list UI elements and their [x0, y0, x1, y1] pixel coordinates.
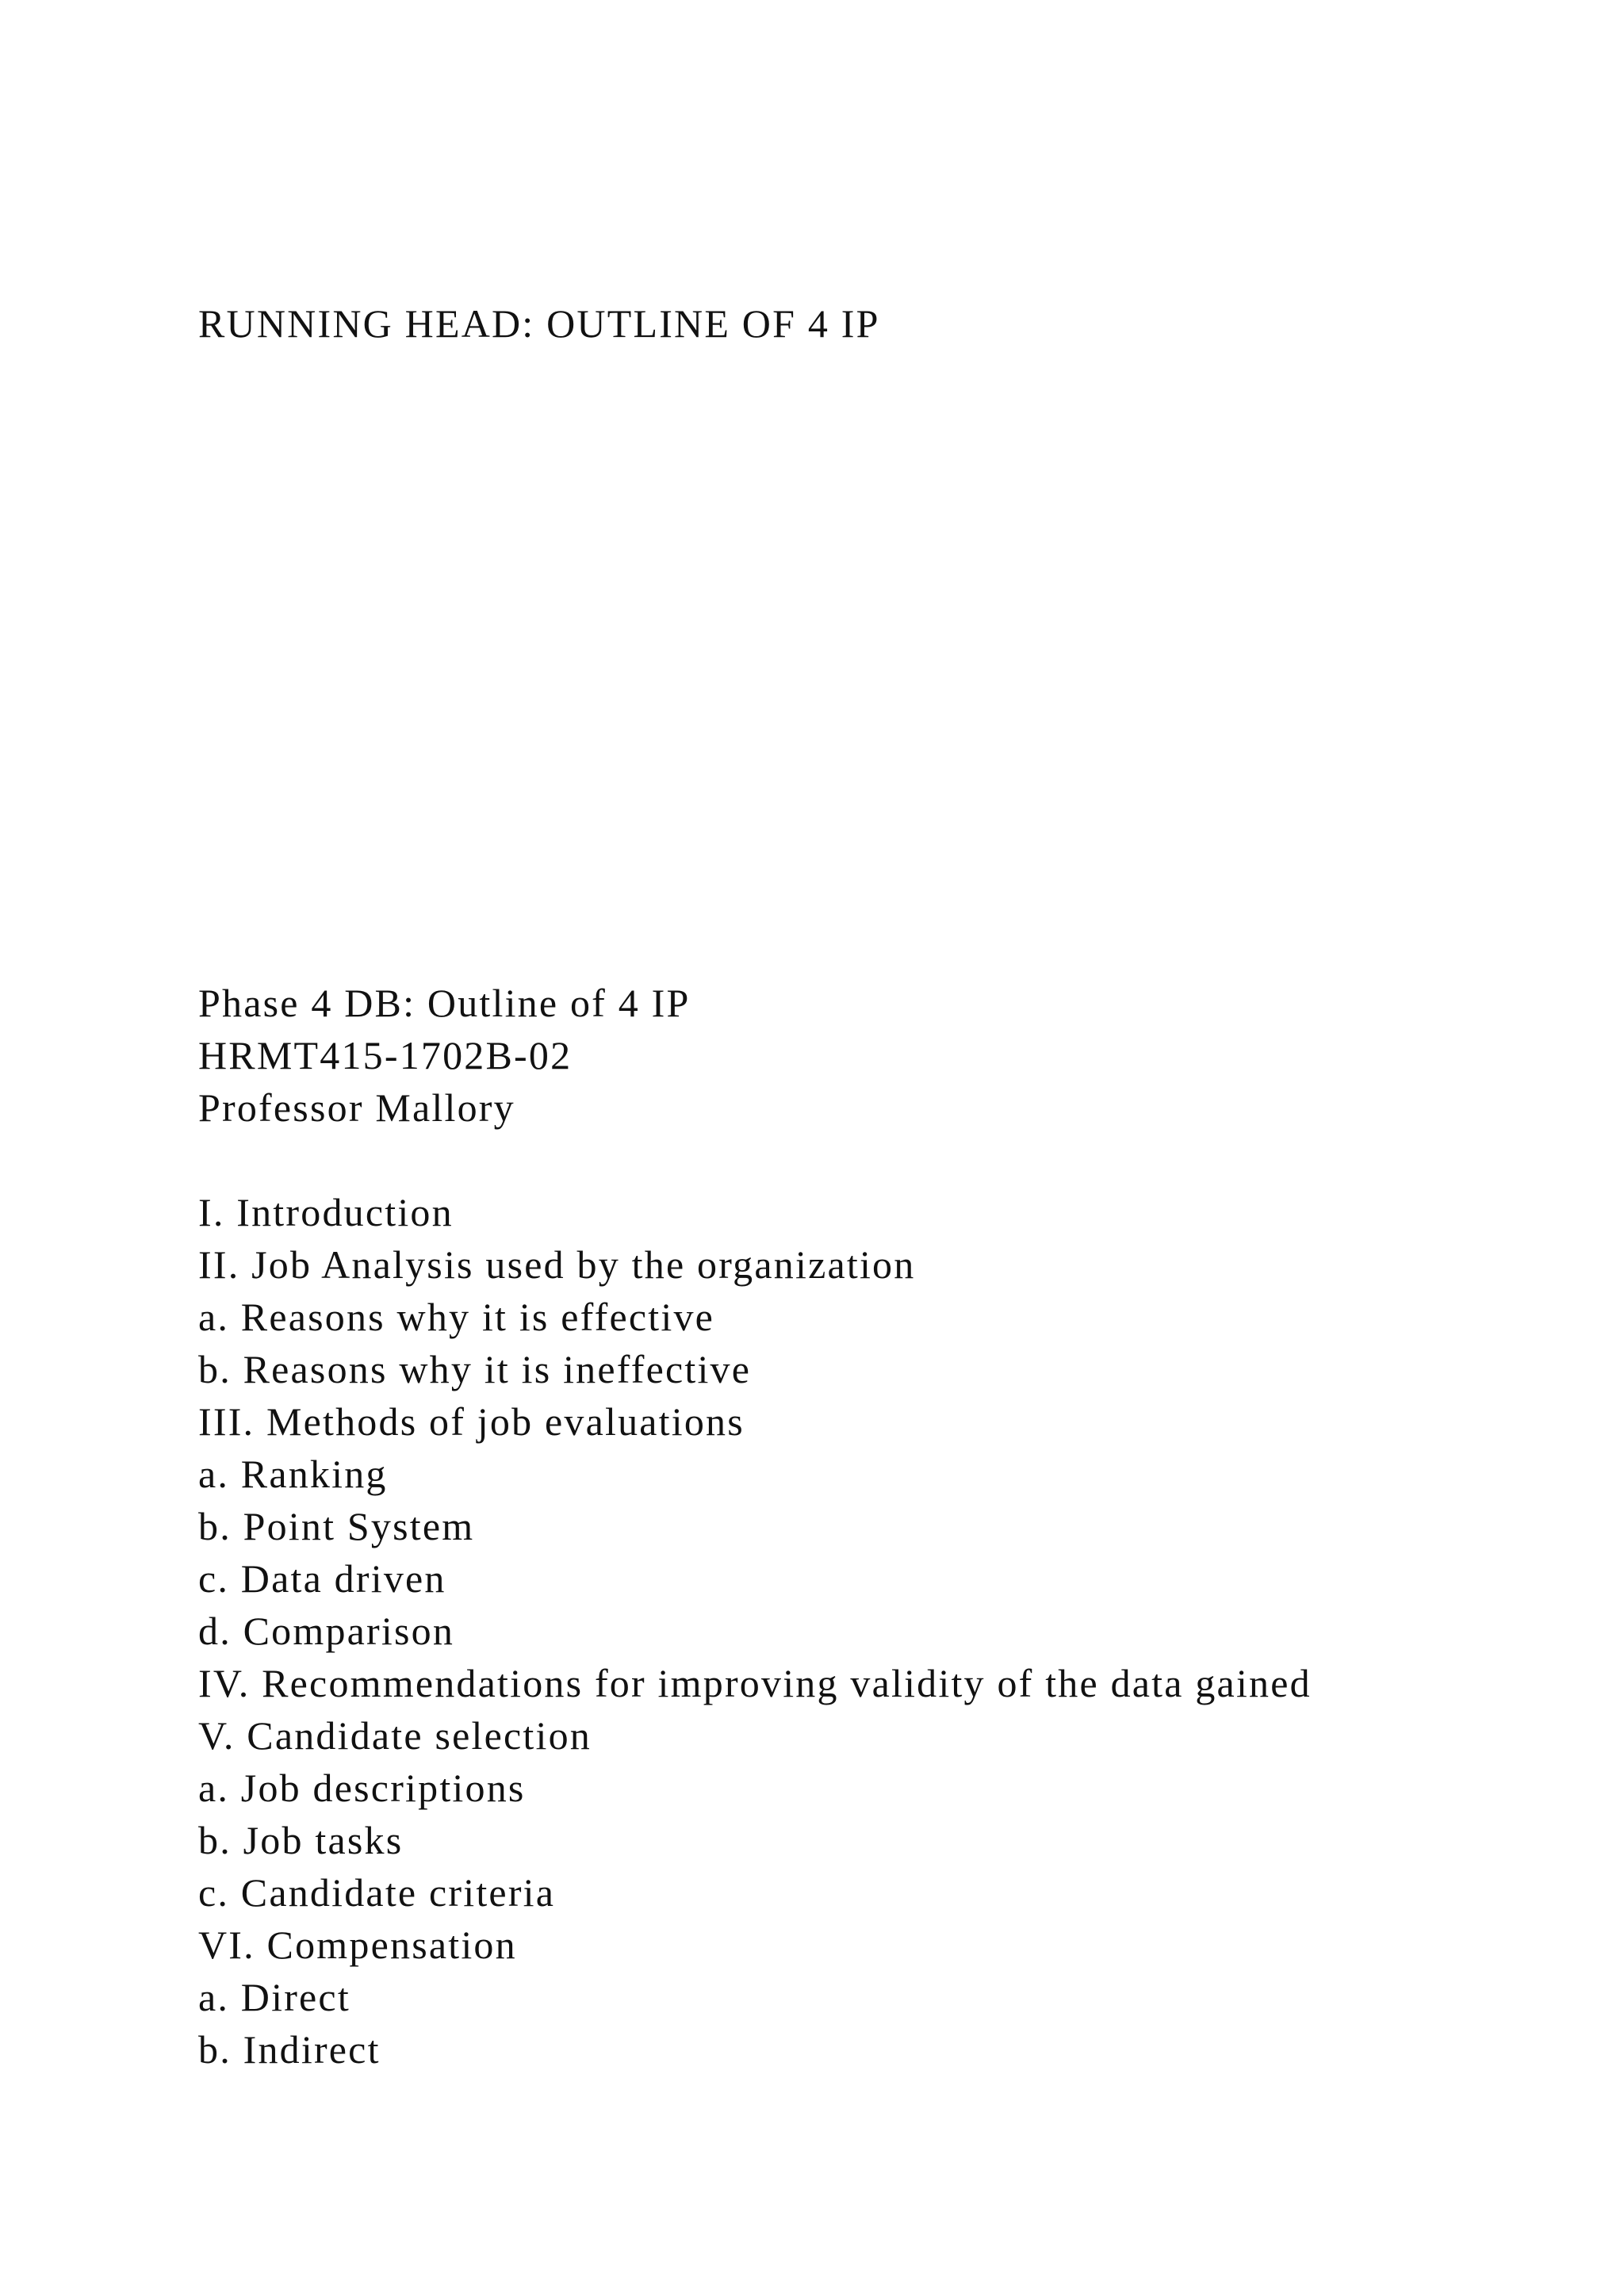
outline-item: a. Reasons why it is effective [198, 1295, 715, 1339]
outline-item: II. Job Analysis used by the organization [198, 1242, 916, 1287]
outline-item: b. Reasons why it is ineffective [198, 1347, 752, 1391]
outline-list [198, 1186, 1312, 2076]
outline-item: a. Ranking [198, 1452, 388, 1496]
outline-item: b. Point System [198, 1504, 475, 1548]
outline-item: d. Comparison [198, 1609, 455, 1653]
outline-item: VI. Compensation [198, 1923, 517, 1967]
outline-item: b. Job tasks [198, 1818, 404, 1862]
outline-item: V. Candidate selection [198, 1713, 592, 1758]
outline-item: a. Direct [198, 1975, 350, 2019]
outline-item: III. Methods of job evaluations [198, 1399, 745, 1444]
outline-item: c. Data driven [198, 1556, 446, 1601]
outline-item: I. Introduction [198, 1190, 454, 1234]
course-code: HRMT415-1702B-02 [198, 1033, 573, 1077]
professor-name: Professor Mallory [198, 1085, 515, 1130]
outline-item: c. Candidate criteria [198, 1870, 556, 1915]
outline-item: a. Job descriptions [198, 1766, 526, 1810]
outline-item: IV. Recommendations for improving validity of the data gained [198, 1661, 1312, 1705]
running-head: RUNNING HEAD: OUTLINE OF 4 IP [198, 301, 880, 346]
outline-item: b. Indirect [198, 2027, 381, 2072]
title-block [198, 977, 690, 1134]
document-title: Phase 4 DB: Outline of 4 IP [198, 981, 691, 1025]
